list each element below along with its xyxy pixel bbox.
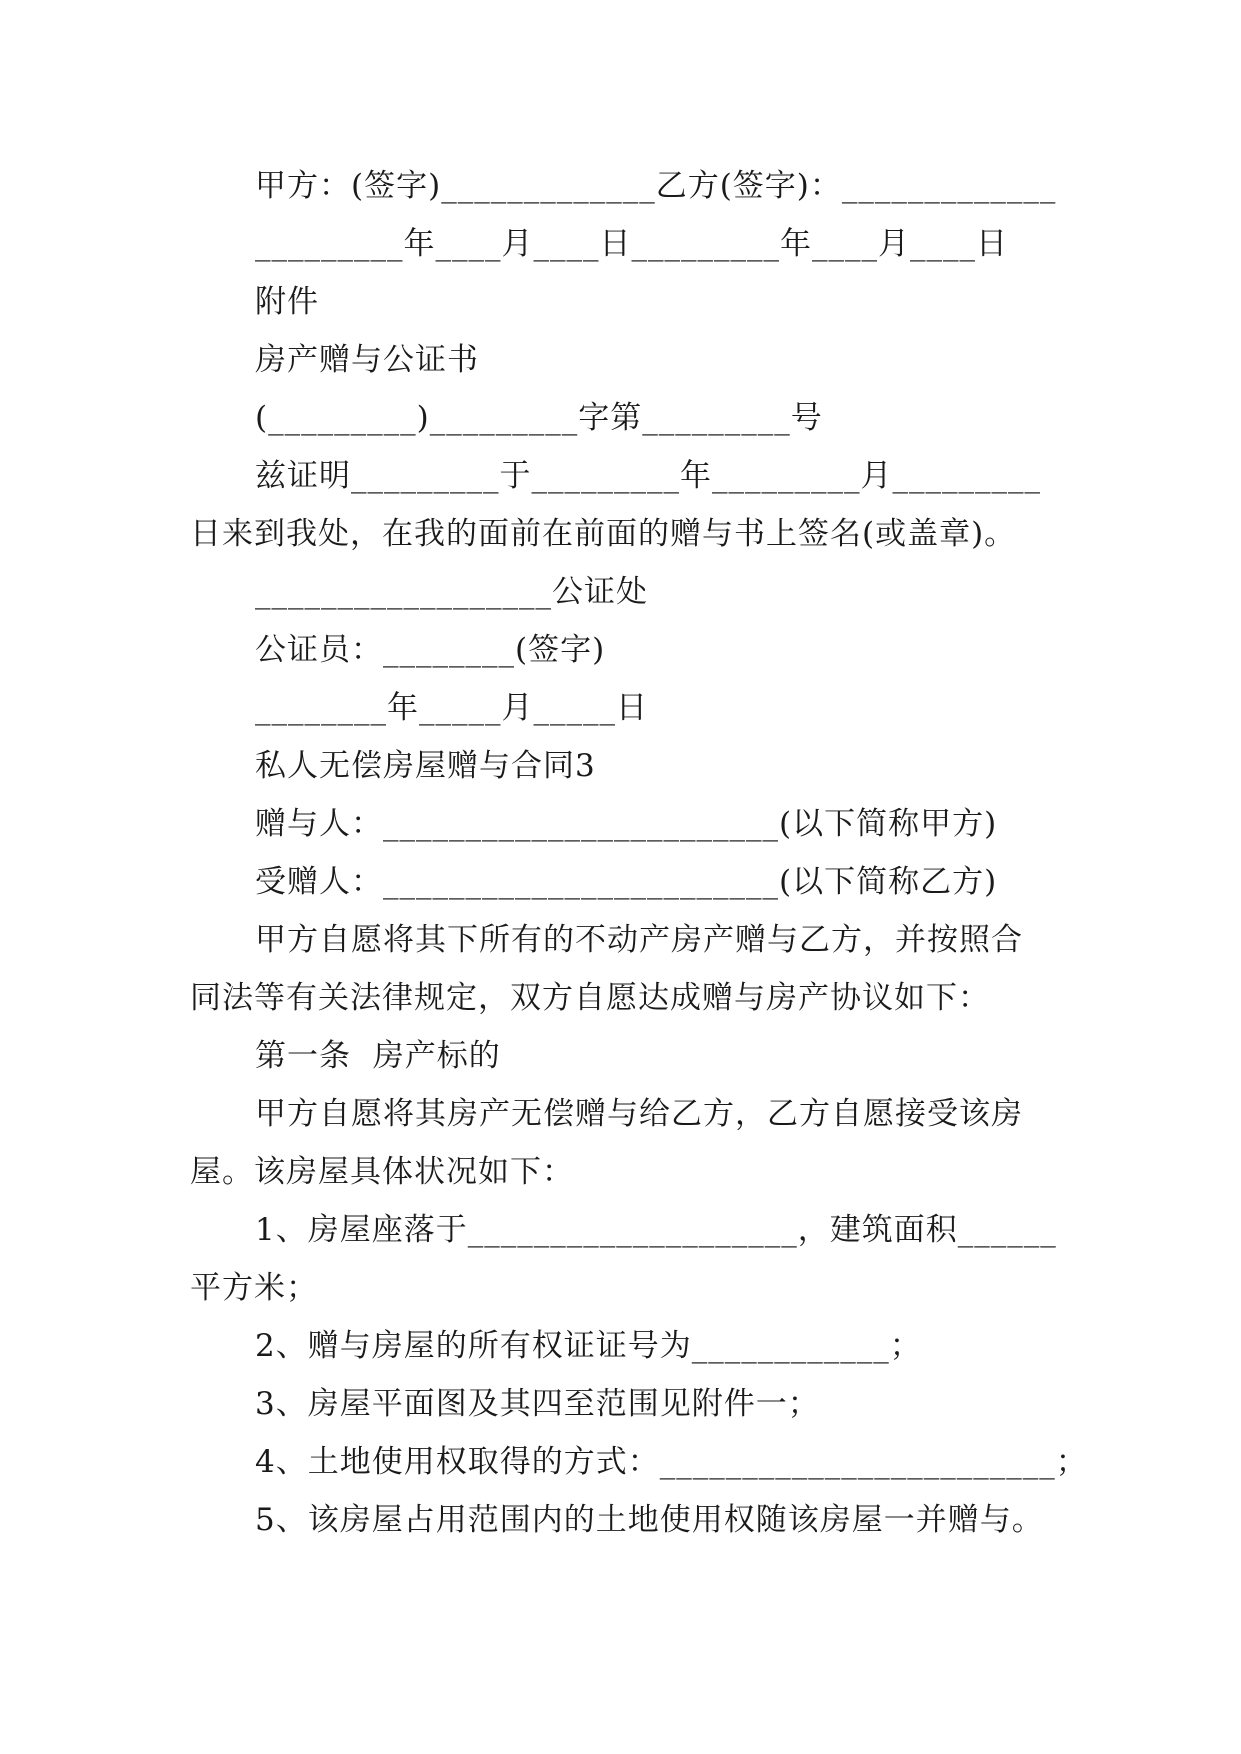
- clause-1-line-1: 1、房屋座落于____________________，建筑面积______: [255, 1212, 1057, 1248]
- certification-text-line-1: 兹证明_________于_________年_________月_________: [255, 458, 1041, 494]
- clause-1-line-2: 平方米；: [190, 1270, 318, 1306]
- preamble-line-1: 甲方自愿将其下所有的不动产房产赠与乙方，并按照合: [255, 922, 1023, 958]
- signature-line-parties: 甲方：(签字)_____________乙方(签字)：_____________: [255, 168, 1057, 204]
- signature-date-line: _________年____月____日_________年____月____日: [255, 226, 1008, 262]
- clause-5: 5、该房屋占用范围内的土地使用权随该房屋一并赠与。: [255, 1502, 1044, 1538]
- article-one-text-line-1: 甲方自愿将其房产无偿赠与给乙方，乙方自愿接受该房: [255, 1096, 1023, 1132]
- clause-3: 3、房屋平面图及其四至范围见附件一；: [255, 1386, 820, 1422]
- contract-title: 私人无偿房屋赠与合同3: [255, 748, 596, 784]
- article-one-heading: 第一条 房产标的: [255, 1038, 501, 1074]
- article-one-text-line-2: 屋。该房屋具体状况如下：: [190, 1154, 574, 1190]
- notary-date-line: ________年_____月_____日: [255, 690, 648, 726]
- clause-2: 2、赠与房屋的所有权证证号为____________；: [255, 1328, 922, 1364]
- donee-line: 受赠人：________________________(以下简称乙方): [255, 864, 998, 900]
- preamble-line-2: 同法等有关法律规定，双方自愿达成赠与房产协议如下：: [190, 980, 990, 1016]
- certificate-number-line: (_________)_________字第_________号: [255, 400, 823, 436]
- attachment-heading: 附件: [255, 284, 319, 320]
- clause-4: 4、土地使用权取得的方式：________________________；: [255, 1444, 1088, 1480]
- notary-signature-line: 公证员：________(签字): [255, 632, 606, 668]
- certification-text-line-2: 日来到我处，在我的面前在前面的赠与书上签名(或盖章)。: [190, 516, 1017, 552]
- donor-line: 赠与人：________________________(以下简称甲方): [255, 806, 998, 842]
- notarial-certificate-title: 房产赠与公证书: [255, 342, 479, 378]
- notary-office-line: __________________公证处: [255, 574, 648, 610]
